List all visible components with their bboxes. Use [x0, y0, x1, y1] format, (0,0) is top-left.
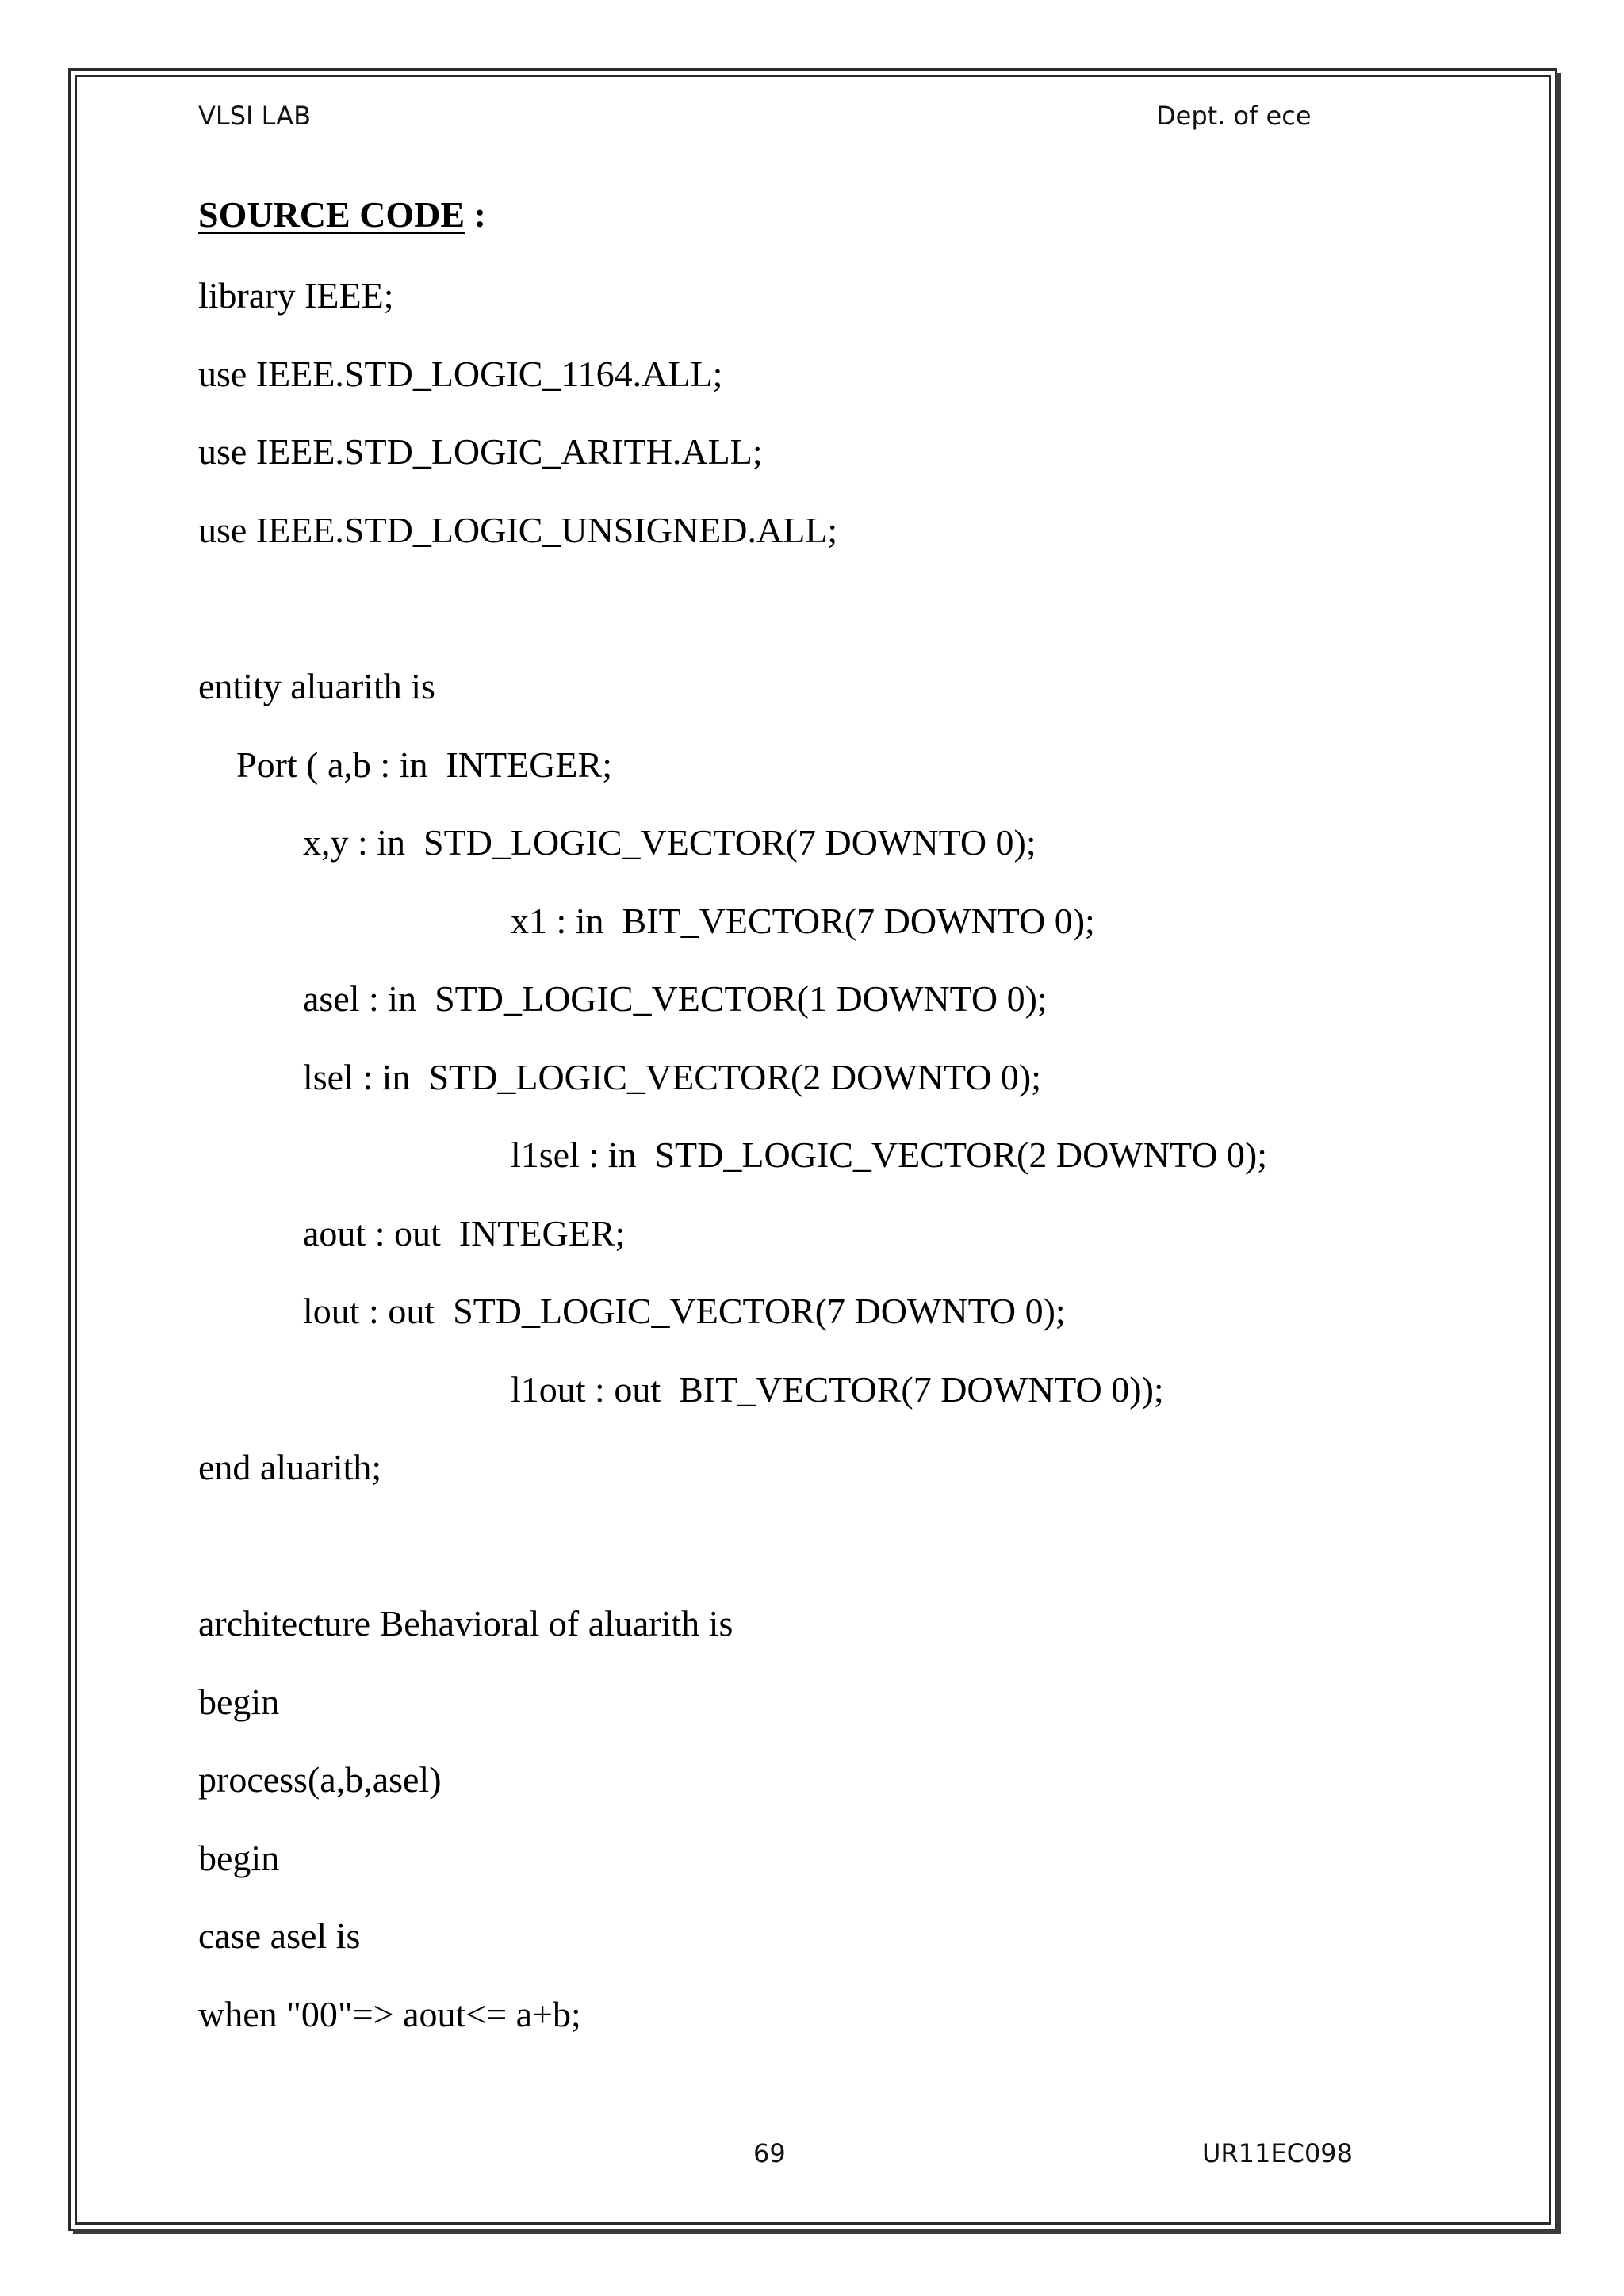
code-line: l1sel : in STD_LOGIC_VECTOR(2 DOWNTO 0);: [511, 1135, 1268, 1175]
code-line: lsel : in STD_LOGIC_VECTOR(2 DOWNTO 0);: [303, 1057, 1042, 1097]
code-line: use IEEE.STD_LOGIC_UNSIGNED.ALL;: [198, 510, 838, 550]
code-line: x,y : in STD_LOGIC_VECTOR(7 DOWNTO 0);: [303, 822, 1036, 863]
code-line: process(a,b,asel): [198, 1759, 442, 1800]
section-title: [198, 194, 486, 235]
code-line: entity aluarith is: [198, 666, 435, 706]
code-line: x1 : in BIT_VECTOR(7 DOWNTO 0);: [511, 901, 1095, 941]
code-line: when "00"=> aout<= a+b;: [198, 1994, 581, 2034]
page-border-shadow-right: [1556, 73, 1561, 2234]
code-line: begin: [198, 1838, 280, 1878]
section-title-colon: :: [465, 194, 486, 235]
code-line: use IEEE.STD_LOGIC_ARITH.ALL;: [198, 431, 763, 472]
section-title-text: SOURCE CODE: [198, 194, 465, 235]
header-lab-name: VLSI LAB: [198, 101, 312, 131]
code-line: l1out : out BIT_VECTOR(7 DOWNTO 0));: [511, 1369, 1164, 1410]
code-line: architecture Behavioral of aluarith is: [198, 1603, 733, 1644]
code-line: aout : out INTEGER;: [303, 1213, 626, 1253]
page-border-shadow-bottom: [73, 2229, 1561, 2234]
code-line: case asel is: [198, 1915, 361, 1956]
footer-roll-id: UR11EC098: [1202, 2138, 1354, 2168]
code-line: asel : in STD_LOGIC_VECTOR(1 DOWNTO 0);: [303, 978, 1048, 1019]
code-line: library IEEE;: [198, 275, 394, 316]
code-line: Port ( a,b : in INTEGER;: [236, 744, 612, 785]
code-line: begin: [198, 1682, 280, 1722]
code-line: lout : out STD_LOGIC_VECTOR(7 DOWNTO 0);: [303, 1291, 1066, 1331]
code-line: end aluarith;: [198, 1447, 382, 1487]
header-department: Dept. of ece: [1156, 101, 1312, 131]
code-line: use IEEE.STD_LOGIC_1164.ALL;: [198, 354, 723, 394]
footer-page-number: 69: [753, 2138, 786, 2168]
